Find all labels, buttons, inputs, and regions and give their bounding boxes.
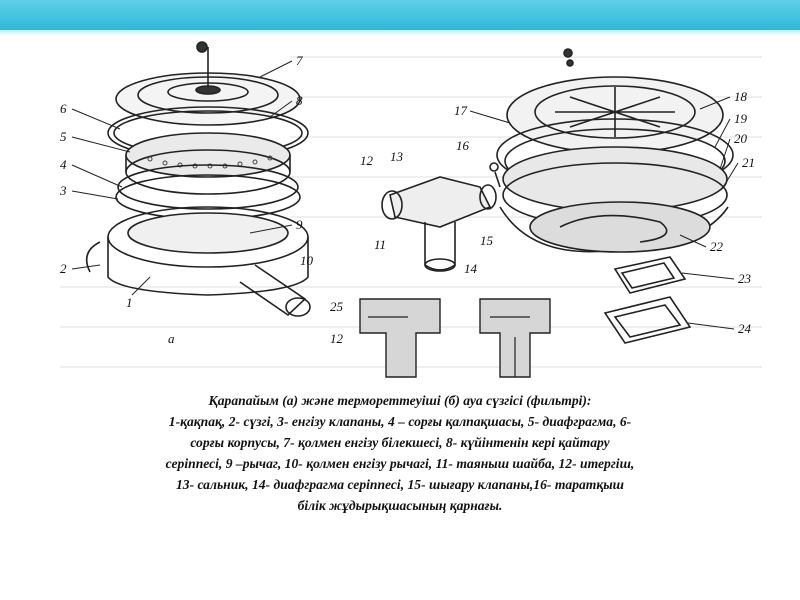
label-8-left: 8 bbox=[296, 93, 303, 108]
caption-line-1: Қарапайым (а) және термореттеуіші (б) ауа сүзгісі (фильтрі): bbox=[208, 393, 592, 408]
air-filter-figure bbox=[60, 37, 762, 389]
label-6: 6 bbox=[60, 101, 67, 116]
label-10: 10 bbox=[300, 253, 313, 268]
simple-air-filter bbox=[87, 42, 310, 316]
label-9: 9 bbox=[296, 217, 303, 232]
caption-line-2: 1-қақпақ, 2- сүзгі, 3- енгізу клапаны, 4 – сорғы қалпақшасы, 5- диафграгма, 6- bbox=[168, 414, 632, 429]
caption-line-3: сорғы корпусы, 7- қолмен енгізу білекшесі, 8- күйінтенін кері қайтару bbox=[190, 435, 610, 450]
label-23: 23 bbox=[738, 271, 751, 286]
label-20: 20 bbox=[734, 131, 747, 146]
caption-line-4: серіппесі, 9 –рычаг, 10- қолмен енгізу рычагі, 11- таяныш шайба, 12- итергіш, bbox=[165, 456, 635, 471]
label-21: 21 bbox=[742, 155, 755, 170]
sublabel-a: а bbox=[168, 331, 175, 346]
label-15: 15 bbox=[480, 233, 493, 248]
label-13: 13 bbox=[390, 149, 403, 164]
label-25: 25 bbox=[330, 299, 343, 314]
label-17: 17 bbox=[454, 103, 467, 118]
caption-line-6: білік жұдырықшасының қарнағы. bbox=[297, 498, 503, 513]
label-12-bottom: 12 bbox=[330, 331, 343, 346]
label-19: 19 bbox=[734, 111, 747, 126]
label-5: 5 bbox=[60, 129, 67, 144]
label-14: 14 bbox=[464, 261, 477, 276]
label-16: 16 bbox=[456, 138, 469, 153]
figure-caption bbox=[30, 390, 770, 516]
label-4: 4 bbox=[60, 157, 67, 172]
caption-line-5: 13- сальник, 14- диафграгма серіппесі, 15- шығару клапаны,16- таратқыш bbox=[175, 477, 625, 492]
label-12-top: 12 bbox=[360, 153, 373, 168]
label-3: 3 bbox=[60, 183, 67, 198]
label-1: 1 bbox=[126, 295, 133, 310]
air-filter-drawing bbox=[60, 37, 762, 389]
label-22: 22 bbox=[710, 239, 723, 254]
valve-section-diagrams bbox=[360, 299, 550, 377]
label-11: 11 bbox=[374, 237, 387, 252]
label-7-left: 7 bbox=[296, 53, 303, 68]
label-2: 2 bbox=[60, 261, 67, 276]
slide-top-bar-fade bbox=[0, 30, 800, 36]
slide-top-bar bbox=[0, 0, 800, 30]
label-24: 24 bbox=[738, 321, 751, 336]
label-18: 18 bbox=[734, 89, 747, 104]
